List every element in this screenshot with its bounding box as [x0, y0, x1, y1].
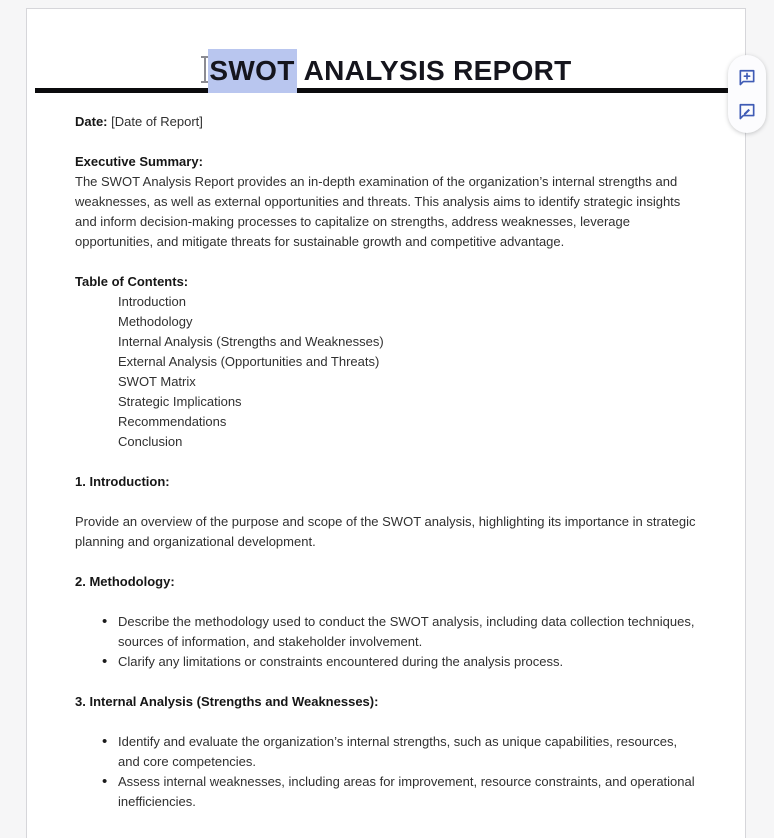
internal-analysis-bullet-list — [75, 732, 699, 812]
toc-item[interactable]: SWOT Matrix — [118, 374, 196, 389]
toc-item[interactable]: Conclusion — [118, 434, 183, 449]
toc-heading[interactable]: Table of Contents: — [75, 274, 189, 289]
comment-pencil-icon — [737, 101, 757, 121]
section-heading-internal-analysis[interactable]: 3. Internal Analysis (Strengths and Weaknesses): — [75, 694, 379, 709]
date-value[interactable]: [Date of Report] — [111, 114, 203, 129]
document-body[interactable] — [27, 93, 745, 812]
exec-summary-paragraph[interactable]: The SWOT Analysis Report provides an in-depth examination of the organization’s internal strengths and weaknesses, as well as external opportunities and threats. This analysis aims to identify strategic insights and inform decision-making processes to capitalize on strengths, address weaknesses, leverage opportunities, and mitigate threats for sustainable growth and competitive advantage. — [75, 174, 681, 249]
toc-item[interactable]: Introduction — [118, 294, 186, 309]
date-line[interactable] — [75, 112, 699, 132]
bullet-item[interactable]: • Assess internal weaknesses, including areas for improvement, resource constraints, and operational inefficiencies. — [118, 772, 699, 812]
title-selected-text[interactable]: SWOT — [208, 49, 296, 93]
toc-item[interactable]: Methodology — [118, 314, 193, 329]
section-heading-introduction[interactable]: 1. Introduction: — [75, 474, 170, 489]
bullet-item[interactable]: • Clarify any limitations or constraints encountered during the analysis process. — [118, 652, 699, 672]
toc-item[interactable]: Strategic Implications — [118, 394, 242, 409]
suggest-edits-button[interactable] — [735, 99, 759, 123]
doc-title[interactable] — [200, 56, 571, 86]
document-page[interactable] — [26, 8, 746, 838]
date-label: Date: — [75, 114, 108, 129]
section-heading-methodology[interactable]: 2. Methodology: — [75, 574, 175, 589]
document-header — [27, 9, 745, 88]
exec-summary-heading[interactable]: Executive Summary: — [75, 154, 203, 169]
add-comment-button[interactable] — [735, 65, 759, 89]
toc-item[interactable]: Recommendations — [118, 414, 227, 429]
floating-comment-toolbar — [728, 55, 766, 133]
toc-item[interactable]: Internal Analysis (Strengths and Weaknesses) — [118, 334, 384, 349]
toc-item[interactable]: External Analysis (Opportunities and Threats) — [118, 354, 380, 369]
bullet-item[interactable]: • Identify and evaluate the organization’s internal strengths, such as unique capabilities, resources, and core competencies. — [118, 732, 699, 772]
section-paragraph-introduction[interactable]: Provide an overview of the purpose and scope of the SWOT analysis, highlighting its importance in strategic planning and organizational development. — [75, 514, 696, 549]
methodology-bullet-list — [75, 612, 699, 672]
comment-plus-icon — [737, 67, 757, 87]
title-rest-text[interactable]: ANALYSIS REPORT — [296, 55, 572, 86]
bullet-item[interactable]: • Describe the methodology used to conduct the SWOT analysis, including data collection techniques, sources of information, and stakeholder involvement. — [118, 612, 699, 652]
toc-list — [75, 292, 699, 452]
